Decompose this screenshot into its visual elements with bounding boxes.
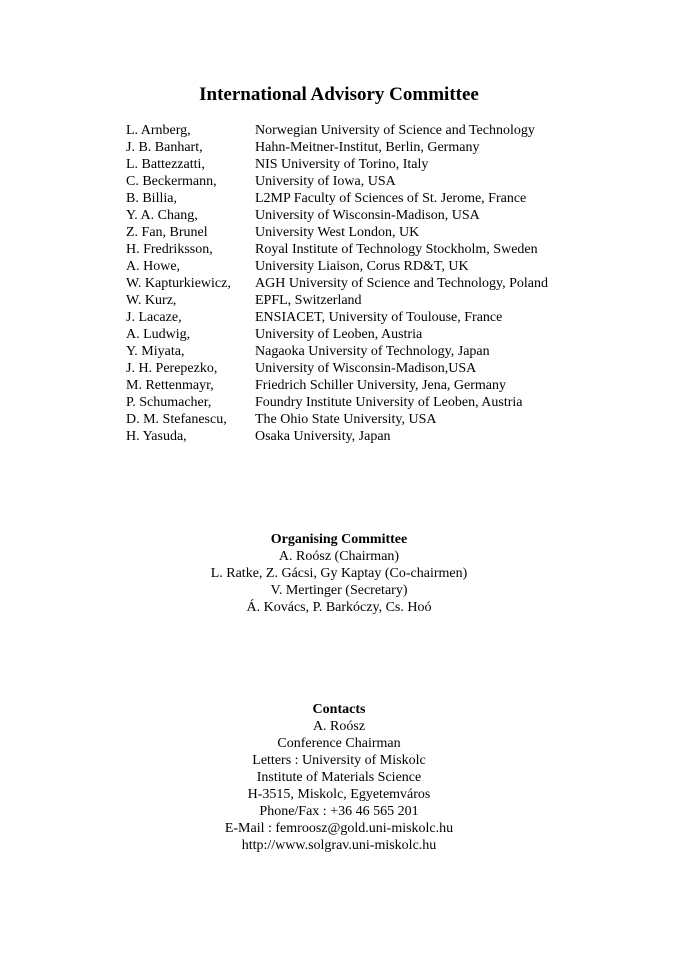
committee-member-row: [126, 326, 548, 343]
contact-letters: Letters : University of Miskolc: [252, 753, 426, 768]
member-affiliation: Norwegian University of Science and Technology: [255, 123, 535, 138]
contact-address: H-3515, Miskolc, Egyetemváros: [247, 787, 431, 802]
member-affiliation: Foundry Institute University of Leoben, Austria: [255, 395, 523, 410]
member-affiliation: University Liaison, Corus RD&T, UK: [255, 259, 469, 274]
organising-committee-line: V. Mertinger (Secretary): [270, 583, 408, 598]
member-name: D. M. Stefanescu,: [126, 412, 227, 427]
member-name: B. Billia,: [126, 191, 177, 206]
member-affiliation: University of Leoben, Austria: [255, 327, 423, 342]
member-affiliation: Osaka University, Japan: [255, 429, 391, 444]
member-name: M. Rettenmayr,: [126, 378, 214, 393]
committee-member-row: [126, 224, 548, 241]
member-name: P. Schumacher,: [126, 395, 212, 410]
member-affiliation: University of Wisconsin-Madison,USA: [255, 361, 477, 376]
committee-member-row: [126, 241, 548, 258]
member-name: L. Battezzatti,: [126, 157, 205, 172]
committee-member-row: [126, 360, 548, 377]
contacts-title: Contacts: [312, 702, 366, 717]
committee-member-row: [126, 207, 548, 224]
member-affiliation: AGH University of Science and Technology, Poland: [255, 276, 548, 291]
organising-committee-section: [0, 531, 678, 616]
organising-committee-line: A. Roósz (Chairman): [278, 549, 400, 564]
committee-member-row: [126, 139, 548, 156]
member-affiliation: Royal Institute of Technology Stockholm, Sweden: [255, 242, 538, 257]
committee-member-row: [126, 258, 548, 275]
member-affiliation: University of Wisconsin-Madison, USA: [255, 208, 480, 223]
contacts-section: [0, 701, 678, 854]
member-name: J. B. Banhart,: [126, 140, 203, 155]
advisory-committee-list: [126, 122, 548, 445]
committee-member-row: [126, 309, 548, 326]
committee-member-row: [126, 275, 548, 292]
committee-member-row: [126, 292, 548, 309]
member-affiliation: Hahn-Meitner-Institut, Berlin, Germany: [255, 140, 480, 155]
member-name: C. Beckermann,: [126, 174, 217, 189]
committee-member-row: [126, 156, 548, 173]
committee-member-row: [126, 122, 548, 139]
member-affiliation: ENSIACET, University of Toulouse, France: [255, 310, 503, 325]
member-name: H. Yasuda,: [126, 429, 187, 444]
member-name: J. H. Perepezko,: [126, 361, 218, 376]
contact-email: E-Mail : femroosz@gold.uni-miskolc.hu: [224, 821, 454, 836]
organising-committee-line: Á. Kovács, P. Barkóczy, Cs. Hoó: [246, 600, 432, 615]
committee-member-row: [126, 173, 548, 190]
contact-role: Conference Chairman: [277, 736, 401, 751]
member-name: Z. Fan, Brunel: [126, 225, 208, 240]
contact-name: A. Roósz: [312, 719, 366, 734]
committee-member-row: [126, 190, 548, 207]
organising-committee-title: Organising Committee: [270, 532, 408, 547]
member-name: W. Kurz,: [126, 293, 177, 308]
member-name: Y. Miyata,: [126, 344, 185, 359]
member-name: W. Kapturkiewicz,: [126, 276, 231, 291]
committee-member-row: [126, 343, 548, 360]
contact-website: http://www.solgrav.uni-miskolc.hu: [241, 838, 437, 853]
member-affiliation: Friedrich Schiller University, Jena, Germany: [255, 378, 507, 393]
member-affiliation: Nagaoka University of Technology, Japan: [255, 344, 490, 359]
member-name: A. Ludwig,: [126, 327, 191, 342]
contact-phone-fax: Phone/Fax : +36 46 565 201: [259, 804, 419, 819]
member-affiliation: University West London, UK: [255, 225, 420, 240]
member-name: J. Lacaze,: [126, 310, 182, 325]
committee-member-row: [126, 394, 548, 411]
contact-institute: Institute of Materials Science: [256, 770, 422, 785]
member-name: H. Fredriksson,: [126, 242, 213, 257]
committee-member-row: [126, 428, 548, 445]
member-affiliation: L2MP Faculty of Sciences of St. Jerome, France: [255, 191, 527, 206]
member-name: Y. A. Chang,: [126, 208, 198, 223]
member-name: L. Arnberg,: [126, 123, 191, 138]
member-name: A. Howe,: [126, 259, 181, 274]
advisory-committee-title: International Advisory Committee: [199, 84, 479, 105]
organising-committee-line: L. Ratke, Z. Gácsi, Gy Kaptay (Co-chairmen): [210, 566, 468, 581]
committee-member-row: [126, 411, 548, 428]
member-affiliation: University of Iowa, USA: [255, 174, 396, 189]
member-affiliation: EPFL, Switzerland: [255, 293, 362, 308]
member-affiliation: The Ohio State University, USA: [255, 412, 437, 427]
committee-member-row: [126, 377, 548, 394]
member-affiliation: NIS University of Torino, Italy: [255, 157, 429, 172]
